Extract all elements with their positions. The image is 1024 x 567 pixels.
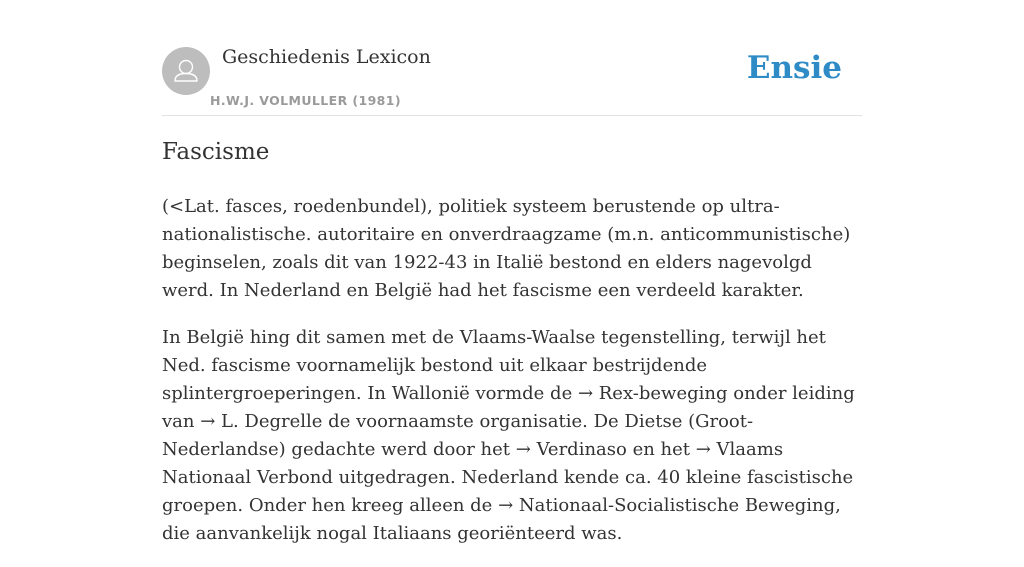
link-nsb[interactable]: → Nationaal-Socialistische Beweging: [498, 495, 836, 516]
link-l-degrelle[interactable]: → L. Degrelle: [200, 411, 323, 432]
text-segment: de voornaamste organisatie. De Dietse (Groot-Nederlandse) gedachte werd door het: [162, 411, 754, 460]
text-segment: uitgedragen. Nederland kende ca. 40 kleine fascistische groepen. Onder hen kreeg alleen de: [162, 467, 854, 516]
author-avatar[interactable]: [162, 47, 210, 95]
entry-title: Fascisme: [162, 139, 270, 165]
link-rex-beweging[interactable]: → Rex-beweging: [577, 383, 728, 404]
ensie-logo[interactable]: Ensie: [746, 50, 842, 86]
paragraph-belgium-netherlands: [162, 324, 862, 548]
author-name[interactable]: H.W.J. VOLMULLER (1981): [210, 93, 401, 108]
text-segment: onder leiding van: [162, 383, 855, 432]
entry-header: [162, 0, 862, 116]
user-icon: [162, 47, 210, 95]
text-segment: en het: [626, 439, 696, 460]
entry-body: [162, 193, 862, 567]
paragraph-definition: (<Lat. fasces, roedenbundel), politiek systeem berustende op ultra-nationalistische. autoritaire en onverdraagzame (m.n. anticommunistische) beginselen, zoals dit van 1922-43 in Italië bestond en elders nagevolgd werd. In Nederland en België had het fascisme een verdeeld karakter.: [162, 196, 851, 301]
book-title[interactable]: Geschiedenis Lexicon: [222, 46, 431, 68]
link-verdinaso[interactable]: → Verdinaso: [515, 439, 627, 460]
text-segment: , die aanvankelijk nogal Italiaans georiënteerd was.: [162, 495, 841, 544]
page-container: [162, 0, 862, 544]
text-segment: In België hing dit samen met de Vlaams-Waalse tegenstelling, terwijl het Ned. fascisme voornamelijk bestond uit elkaar bestrijdende splintergroeperingen. In Wallonië vormde de: [162, 327, 826, 404]
link-vlaams-nationaal-verbond[interactable]: → Vlaams Nationaal Verbond: [162, 439, 784, 488]
